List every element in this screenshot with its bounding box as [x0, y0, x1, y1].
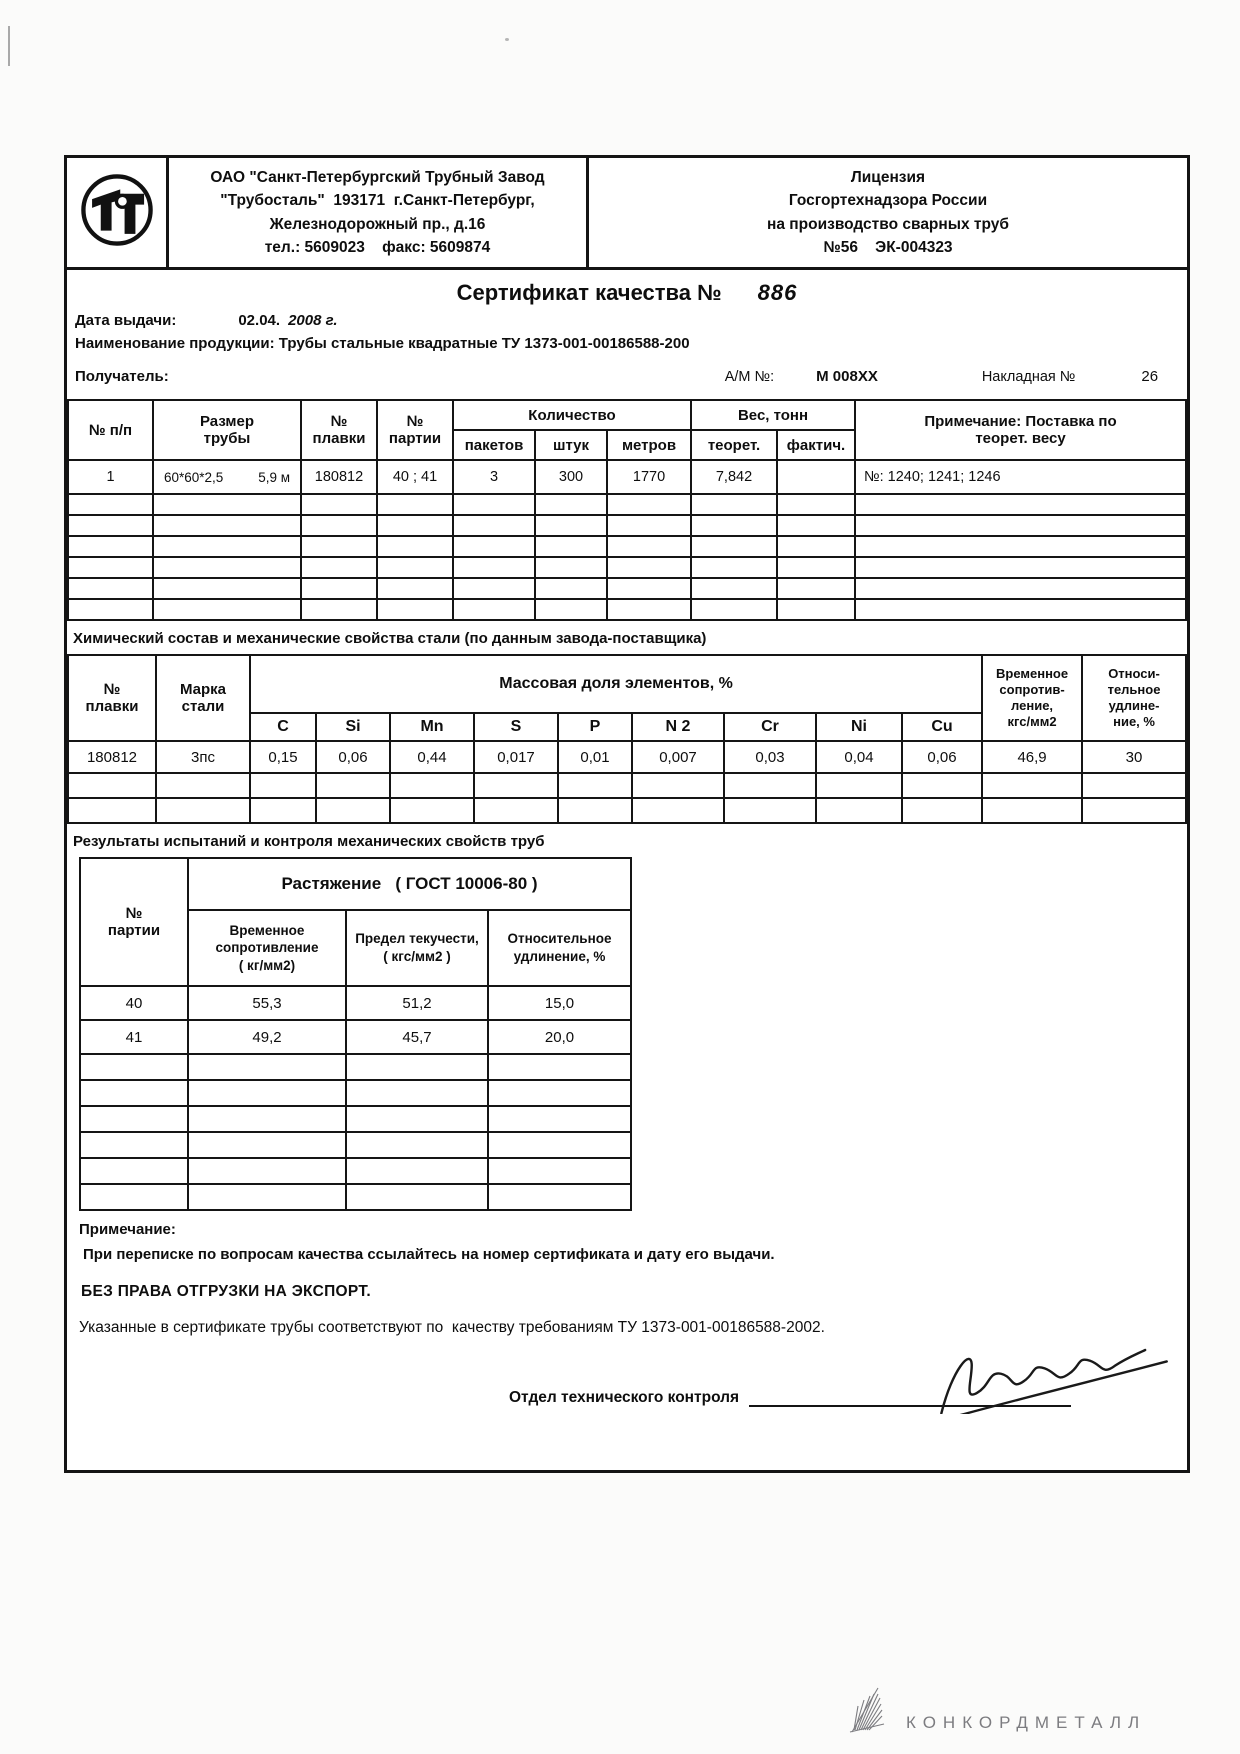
empty-cell [607, 536, 691, 557]
empty-cell [188, 1080, 346, 1106]
empty-cell [691, 515, 777, 536]
empty-cell [535, 578, 607, 599]
product-label: Наименование продукции: [75, 335, 275, 352]
watermark-logo-icon [838, 1684, 894, 1739]
empty-cell [377, 578, 453, 599]
empty-cell [855, 557, 1186, 578]
department-label: Отдел технического контроля [509, 1389, 740, 1406]
empty-cell [301, 494, 377, 515]
table-row-empty [68, 773, 1186, 798]
mechanical-section-title: Результаты испытаний и контроля механических свойств труб [73, 833, 545, 850]
empty-cell [777, 578, 855, 599]
cell-size [153, 460, 301, 494]
table-row-empty [80, 1132, 631, 1158]
invoice-label: Накладная № [981, 369, 1076, 385]
am-number-label: А/М №: [724, 369, 775, 385]
empty-cell [488, 1184, 631, 1210]
issue-date-year: 2008 г. [288, 312, 338, 329]
watermark-text: КОНКОРДМЕТАЛЛ [906, 1713, 1147, 1732]
col-header-quantity: Количество [453, 400, 691, 430]
col-header-element-Cu: Cu [902, 713, 982, 741]
empty-cell [453, 536, 535, 557]
table-row [80, 986, 631, 1020]
document-header [67, 158, 1187, 270]
quality-control-signature-row [509, 1389, 1175, 1407]
table-row-empty [80, 1080, 631, 1106]
pipes-table [67, 399, 1187, 621]
cell-weight-fact [777, 460, 855, 494]
col-header-batch: № партии [80, 858, 188, 986]
note-compliance: Указанные в сертификате трубы соответствуют по качеству требованиям ТУ 1373-001-00186588-2002. [79, 1319, 825, 1336]
empty-cell [607, 599, 691, 620]
license-line: на производство сварных труб [767, 215, 1009, 233]
cell-yield: 51,2 [346, 986, 488, 1020]
cell-meters: 1770 [607, 460, 691, 494]
empty-cell [80, 1132, 188, 1158]
empty-cell [488, 1080, 631, 1106]
note-no-export: БЕЗ ПРАВА ОТГРУЗКИ НА ЭКСПОРТ. [81, 1283, 371, 1300]
company-line: ОАО "Санкт-Петербургский Трубный Завод [210, 169, 545, 186]
col-header-tensile: Временное сопротив- ление, кгс/мм2 [982, 655, 1082, 741]
logo-cell [67, 158, 169, 267]
scan-artifact [505, 38, 509, 41]
empty-cell [153, 599, 301, 620]
empty-cell [156, 773, 250, 798]
empty-cell [250, 798, 316, 823]
empty-cell [488, 1158, 631, 1184]
empty-cell [777, 494, 855, 515]
cell-P: 0,01 [558, 741, 632, 773]
cell-grade: 3пс [156, 741, 250, 773]
empty-cell [777, 536, 855, 557]
empty-cell [558, 773, 632, 798]
cell-elongation: 15,0 [488, 986, 631, 1020]
col-header-weight: Вес, тонн [691, 400, 855, 430]
table-row-empty [68, 578, 1186, 599]
col-header-elongation: Относи- тельное удлине- ние, % [1082, 655, 1186, 741]
empty-cell [632, 773, 724, 798]
empty-cell [724, 798, 816, 823]
empty-cell [691, 578, 777, 599]
col-header-tension: Растяжение ( ГОСТ 10006-80 ) [188, 858, 631, 910]
cell-Mn: 0,44 [390, 741, 474, 773]
table-row-empty [80, 1158, 631, 1184]
col-header-element-Si: Si [316, 713, 390, 741]
empty-cell [68, 599, 153, 620]
empty-cell [535, 494, 607, 515]
cell-tensile: 46,9 [982, 741, 1082, 773]
empty-cell [777, 599, 855, 620]
empty-cell [691, 599, 777, 620]
issue-date-value: 02.04. [238, 312, 281, 329]
license-line: Госгортехнадзора России [788, 192, 988, 210]
certificate-number: 886 [757, 280, 798, 305]
empty-cell [188, 1106, 346, 1132]
cell-Si: 0,06 [316, 741, 390, 773]
empty-cell [453, 578, 535, 599]
empty-cell [68, 578, 153, 599]
empty-cell [377, 536, 453, 557]
empty-cell [68, 557, 153, 578]
empty-cell [777, 515, 855, 536]
table-row-empty [68, 494, 1186, 515]
col-header-elongation: Относительное удлинение, % [488, 910, 631, 986]
col-header-fact: фактич. [777, 430, 855, 460]
table-row-empty [80, 1184, 631, 1210]
empty-cell [816, 798, 902, 823]
col-header-melt: № плавки [301, 400, 377, 460]
empty-cell [390, 773, 474, 798]
cell-packs: 3 [453, 460, 535, 494]
empty-cell [535, 599, 607, 620]
certificate-title [67, 280, 1187, 306]
empty-cell [855, 599, 1186, 620]
note-correspondence: При переписке по вопросам качества ссылайтесь на номер сертификата и дату его выдачи. [83, 1246, 775, 1263]
cell-Cu: 0,06 [902, 741, 982, 773]
cell-batch: 40 ; 41 [377, 460, 453, 494]
cell-note: №: 1240; 1241; 1246 [855, 460, 1186, 494]
empty-cell [535, 536, 607, 557]
product-line [75, 335, 1179, 352]
empty-cell [607, 515, 691, 536]
license-line: Лицензия [850, 169, 926, 186]
empty-cell [188, 1132, 346, 1158]
receiver-line [75, 368, 1179, 385]
footer-notes [67, 1211, 1187, 1407]
document-frame [64, 155, 1190, 1473]
cell-elongation: 30 [1082, 741, 1186, 773]
empty-cell [390, 798, 474, 823]
empty-cell [1082, 773, 1186, 798]
license-info [589, 158, 1187, 267]
cell-num: 1 [68, 460, 153, 494]
empty-cell [377, 494, 453, 515]
col-header-pieces: штук [535, 430, 607, 460]
empty-cell [346, 1184, 488, 1210]
empty-cell [68, 798, 156, 823]
empty-cell [535, 557, 607, 578]
empty-cell [453, 494, 535, 515]
col-header-element-C: C [250, 713, 316, 741]
table-row-empty [68, 557, 1186, 578]
table-row-empty [68, 536, 1186, 557]
col-header-element-Ni: Ni [816, 713, 902, 741]
empty-cell [377, 599, 453, 620]
empty-cell [453, 515, 535, 536]
col-header-element-Mn: Mn [390, 713, 474, 741]
table-row-empty [68, 599, 1186, 620]
cell-weight-theor: 7,842 [691, 460, 777, 494]
empty-cell [153, 515, 301, 536]
table-row [80, 1020, 631, 1054]
empty-cell [453, 557, 535, 578]
issue-date-label: Дата выдачи: [75, 312, 177, 329]
cell-tensile: 55,3 [188, 986, 346, 1020]
product-value: Трубы стальные квадратные ТУ 1373-001-00186588-200 [278, 335, 690, 352]
am-number-value: М 008ХХ [816, 368, 878, 385]
col-header-packs: пакетов [453, 430, 535, 460]
empty-cell [607, 494, 691, 515]
empty-cell [188, 1054, 346, 1080]
empty-cell [607, 557, 691, 578]
empty-cell [80, 1158, 188, 1184]
empty-cell [474, 773, 558, 798]
empty-cell [855, 536, 1186, 557]
table-row [68, 741, 1186, 773]
empty-cell [80, 1106, 188, 1132]
cell-Ni: 0,04 [816, 741, 902, 773]
table-row-empty [80, 1054, 631, 1080]
table-row-empty [68, 798, 1186, 823]
table-row [68, 460, 1186, 494]
cell-melt: 180812 [301, 460, 377, 494]
empty-cell [558, 798, 632, 823]
empty-cell [68, 536, 153, 557]
empty-cell [316, 798, 390, 823]
empty-cell [453, 599, 535, 620]
empty-cell [68, 515, 153, 536]
pipe-size: 60*60*2,5 [164, 469, 224, 485]
empty-cell [346, 1158, 488, 1184]
pipe-length: 5,9 м [258, 469, 290, 485]
company-line: тел.: 5609023 факс: 5609874 [264, 238, 491, 256]
cell-batch: 40 [80, 986, 188, 1020]
empty-cell [80, 1080, 188, 1106]
empty-cell [301, 515, 377, 536]
col-header-grade: Марка стали [156, 655, 250, 741]
col-header-mass-fraction: Массовая доля элементов, % [250, 655, 982, 713]
col-header-element-N2: N 2 [632, 713, 724, 741]
cell-tensile: 49,2 [188, 1020, 346, 1054]
table-row-empty [68, 515, 1186, 536]
empty-cell [1082, 798, 1186, 823]
empty-cell [346, 1132, 488, 1158]
empty-cell [474, 798, 558, 823]
cell-N2: 0,007 [632, 741, 724, 773]
col-header-element-S: S [474, 713, 558, 741]
empty-cell [488, 1132, 631, 1158]
cell-elongation: 20,0 [488, 1020, 631, 1054]
col-header-tensile: Временное сопротивление ( кг/мм2) [188, 910, 346, 986]
empty-cell [188, 1158, 346, 1184]
table-row-empty [80, 1106, 631, 1132]
empty-cell [855, 494, 1186, 515]
concordmetall-watermark [838, 1684, 1146, 1739]
empty-cell [156, 798, 250, 823]
col-header-theor: теорет. [691, 430, 777, 460]
company-line: Железнодорожный пр., д.16 [269, 215, 486, 233]
empty-cell [301, 536, 377, 557]
signature [923, 1328, 1173, 1419]
cell-C: 0,15 [250, 741, 316, 773]
empty-cell [153, 557, 301, 578]
cell-Cr: 0,03 [724, 741, 816, 773]
empty-cell [153, 578, 301, 599]
empty-cell [153, 536, 301, 557]
empty-cell [250, 773, 316, 798]
company-line: "Трубосталь" 193171 г.Санкт-Петербург, [220, 192, 535, 210]
empty-cell [632, 798, 724, 823]
empty-cell [346, 1080, 488, 1106]
issue-date-line [75, 312, 1179, 329]
cell-S: 0,017 [474, 741, 558, 773]
empty-cell [902, 798, 982, 823]
empty-cell [68, 494, 153, 515]
empty-cell [855, 515, 1186, 536]
empty-cell [902, 773, 982, 798]
empty-cell [346, 1106, 488, 1132]
certificate-meta [67, 312, 1187, 385]
empty-cell [301, 578, 377, 599]
empty-cell [188, 1184, 346, 1210]
empty-cell [377, 515, 453, 536]
empty-cell [316, 773, 390, 798]
empty-cell [691, 536, 777, 557]
empty-cell [777, 557, 855, 578]
col-header-note: Примечание: Поставка по теорет. весу [855, 400, 1186, 460]
empty-cell [855, 578, 1186, 599]
trubostal-logo-icon [78, 171, 156, 254]
chemical-section-title: Химический состав и механические свойства стали (по данным завода-поставщика) [73, 630, 707, 647]
empty-cell [982, 798, 1082, 823]
receiver-label: Получатель: [75, 368, 169, 385]
empty-cell [816, 773, 902, 798]
empty-cell [301, 557, 377, 578]
empty-cell [68, 773, 156, 798]
empty-cell [535, 515, 607, 536]
col-header-melt: № плавки [68, 655, 156, 741]
empty-cell [346, 1054, 488, 1080]
col-header-yield: Предел текучести, ( кгс/мм2 ) [346, 910, 488, 986]
empty-cell [153, 494, 301, 515]
scan-artifact [8, 26, 10, 66]
col-header-num: № п/п [68, 400, 153, 460]
empty-cell [80, 1184, 188, 1210]
col-header-batch: № партии [377, 400, 453, 460]
empty-cell [724, 773, 816, 798]
empty-cell [982, 773, 1082, 798]
col-header-size: Размер трубы [153, 400, 301, 460]
invoice-value: 26 [1141, 368, 1159, 385]
cell-pieces: 300 [535, 460, 607, 494]
empty-cell [488, 1106, 631, 1132]
empty-cell [488, 1054, 631, 1080]
col-header-element-P: P [558, 713, 632, 741]
empty-cell [80, 1054, 188, 1080]
empty-cell [377, 557, 453, 578]
empty-cell [691, 557, 777, 578]
cell-batch: 41 [80, 1020, 188, 1054]
note-label: Примечание: [79, 1221, 176, 1238]
col-header-meters: метров [607, 430, 691, 460]
license-line: №56 ЭК-004323 [823, 238, 953, 256]
mechanical-tests-table [79, 857, 632, 1211]
chemical-composition-table [67, 654, 1187, 824]
empty-cell [691, 494, 777, 515]
certificate-title-label: Сертификат качества № [456, 280, 722, 305]
col-header-element-Cr: Cr [724, 713, 816, 741]
empty-cell [301, 599, 377, 620]
company-info [169, 158, 589, 267]
empty-cell [607, 578, 691, 599]
cell-melt: 180812 [68, 741, 156, 773]
cell-yield: 45,7 [346, 1020, 488, 1054]
